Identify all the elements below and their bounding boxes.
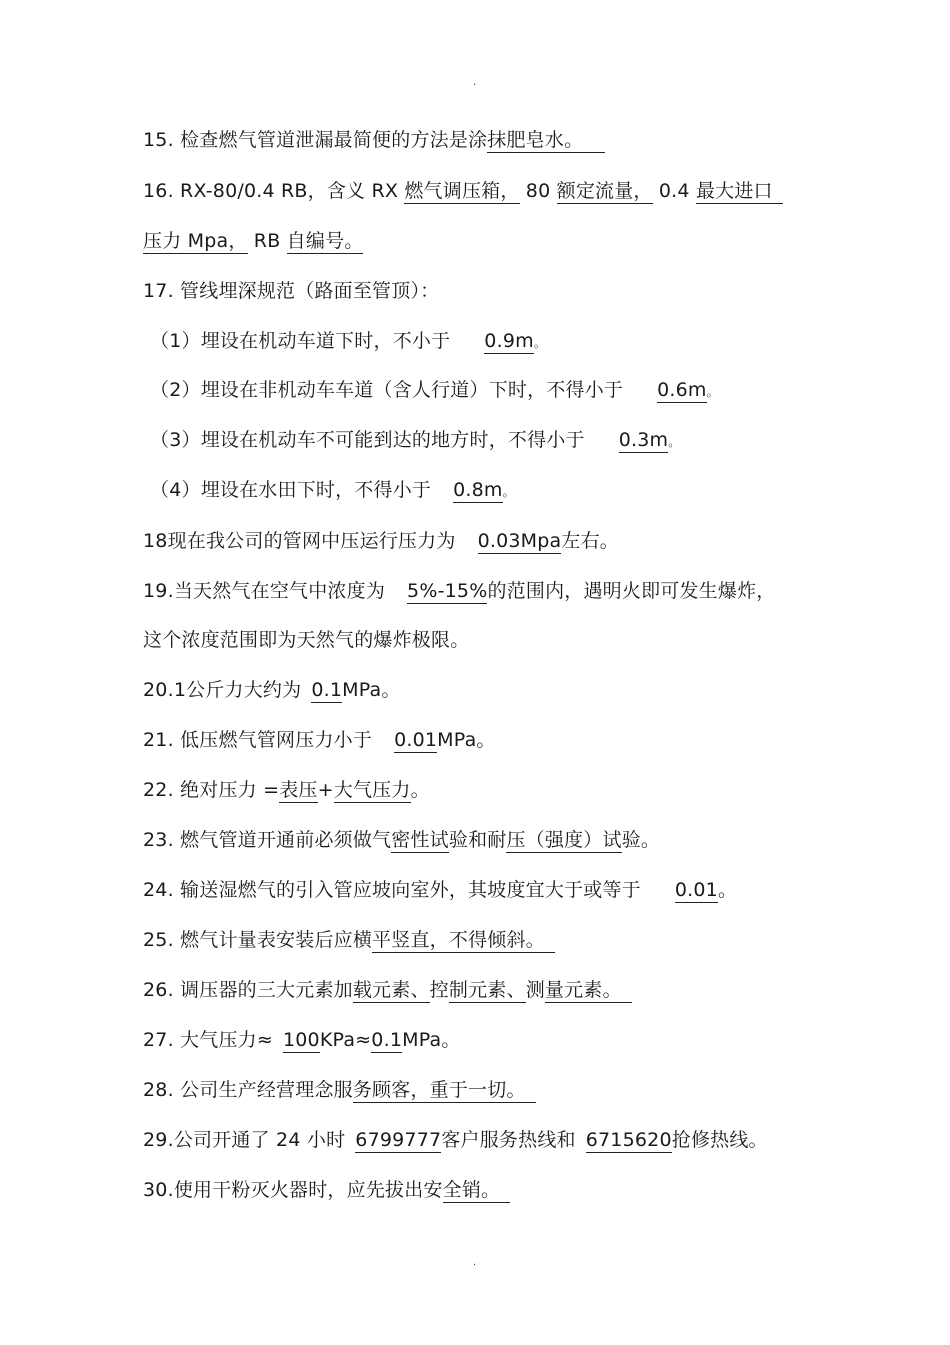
- answer-blank: 0.1: [371, 1029, 403, 1051]
- answer-blank: 0.9m: [484, 330, 534, 352]
- question-15: [143, 128, 605, 152]
- page-bottom-mark: .: [473, 1257, 477, 1268]
- question-20: [143, 678, 401, 702]
- question-text: 客户服务热线和: [441, 1129, 576, 1151]
- question-text: 。: [717, 879, 738, 901]
- question-17-item-2: [150, 378, 719, 404]
- question-19-continued: 这个浓度范围即为天然气的爆炸极限。: [143, 629, 470, 651]
- question-text: 18现在我公司的管网中压运行压力为: [143, 530, 456, 552]
- question-28: [143, 1078, 536, 1102]
- answer-blank: 0.3m: [618, 429, 669, 451]
- question-text: 25. 燃气计量表安装后应横: [143, 929, 373, 951]
- answer-blank: 全销。: [443, 1179, 511, 1203]
- question-26: [143, 978, 632, 1002]
- question-text: 的范围内，遇明火即可发生爆炸，: [487, 580, 776, 602]
- answer-blank: 燃气调压箱，: [404, 180, 520, 202]
- question-22: [143, 778, 430, 802]
- answer-blank: 6799777: [355, 1129, 442, 1151]
- question-30: [143, 1178, 510, 1202]
- question-text: KPa≈: [319, 1029, 372, 1051]
- answer-blank: 量元素。: [545, 979, 632, 1003]
- question-17-item-4: [150, 478, 515, 504]
- question-text: 21. 低压燃气管网压力小于: [143, 729, 373, 751]
- question-text: 抢修热线。: [671, 1129, 768, 1151]
- answer-blank: 表压: [279, 779, 318, 801]
- question-text: 27. 大气压力≈: [143, 1029, 273, 1051]
- question-text: MPa。: [437, 729, 496, 751]
- question-text: 控: [429, 979, 449, 1001]
- question-17-item-1: [150, 329, 546, 355]
- answer-blank: 大气压力: [333, 779, 411, 801]
- question-text: （2）埋设在非机动车车道（含人行道）下时，不得小于: [150, 379, 624, 401]
- answer-blank: 载元素、: [352, 979, 430, 1001]
- question-text: 22. 绝对压力 =: [143, 779, 280, 801]
- answer-blank: 0.01: [394, 729, 438, 751]
- question-text: 测: [525, 979, 545, 1001]
- question-text: +: [317, 779, 334, 801]
- question-text: 20.1公斤力大约为: [143, 679, 302, 701]
- period: 。: [668, 435, 681, 449]
- question-text: 26. 调压器的三大元素加: [143, 979, 353, 1001]
- question-text: 80: [519, 180, 557, 202]
- question-text: 24. 输送湿燃气的引入管应坡向室外，其坡度宜大于或等于: [143, 879, 641, 901]
- question-17-title: 17. 管线埋深规范（路面至管顶）：: [143, 280, 440, 302]
- question-text: 19.当天然气在空气中浓度为: [143, 580, 386, 602]
- question-16: [143, 179, 783, 203]
- period: 。: [706, 385, 719, 399]
- question-19: [143, 579, 775, 603]
- answer-blank: 额定流量，: [556, 180, 653, 202]
- question-text: 15. 检查燃气管道泄漏最简便的方法是涂: [143, 129, 488, 151]
- answer-blank: 100: [282, 1029, 320, 1051]
- answer-blank: 0.8m: [453, 479, 503, 501]
- question-text: （4）埋设在水田下时，不得小于: [150, 479, 432, 501]
- question-text: 验。: [621, 829, 661, 851]
- question-25: [143, 928, 555, 952]
- question-27: [143, 1028, 461, 1052]
- question-21: [143, 728, 496, 752]
- question-text: 28. 公司生产经营理念服: [143, 1079, 353, 1101]
- question-text: 23. 燃气管道开通前必须做气: [143, 829, 392, 851]
- answer-blank: 务顾客，重于一切。: [353, 1079, 536, 1103]
- answer-blank: 抹肥皂水。: [487, 129, 605, 153]
- question-text: 16. RX-80/0.4 RB，含义 RX: [143, 180, 405, 202]
- question-text: 30.使用干粉灭火器时，应先拔出安: [143, 1179, 443, 1201]
- question-16-continued: [143, 229, 363, 253]
- answer-blank: 0.03Mpa: [477, 530, 562, 552]
- answer-blank: 0.01: [674, 879, 718, 901]
- question-text: 。: [410, 779, 430, 801]
- answer-blank: 密性试: [391, 829, 449, 851]
- answer-blank: 最大进口: [696, 180, 783, 204]
- question-29: [143, 1128, 768, 1152]
- answer-blank: 5%-15%: [407, 580, 488, 602]
- question-23: [143, 828, 660, 852]
- question-text: MPa。: [342, 679, 401, 701]
- answer-blank: 压（强度）试: [506, 829, 622, 851]
- answer-blank: 压力 Mpa，: [143, 230, 248, 252]
- question-17-item-3: [150, 428, 680, 454]
- period: 。: [533, 336, 547, 350]
- question-text: RB: [247, 230, 287, 252]
- question-text: 29.公司开通了 24 小时: [143, 1129, 346, 1151]
- page-top-mark: .: [473, 77, 477, 88]
- answer-blank: 0.6m: [657, 379, 707, 401]
- question-text: （3）埋设在机动车不可能到达的地方时，不得小于: [150, 429, 585, 451]
- question-text: 验和耐: [448, 829, 507, 851]
- question-18: [143, 529, 619, 553]
- answer-blank: 自编号。: [286, 230, 364, 252]
- question-text: 左右。: [561, 530, 619, 552]
- question-24: [143, 878, 737, 902]
- question-text: 0.4: [652, 180, 696, 202]
- period: 。: [502, 485, 515, 499]
- answer-blank: 0.1: [311, 679, 343, 701]
- question-text: MPa。: [402, 1029, 461, 1051]
- answer-blank: 平竖直，不得倾斜。: [372, 929, 555, 953]
- answer-blank: 制元素、: [448, 979, 526, 1001]
- question-text: （1）埋设在机动车道下时，不小于: [150, 330, 451, 352]
- answer-blank: 6715620: [585, 1129, 672, 1151]
